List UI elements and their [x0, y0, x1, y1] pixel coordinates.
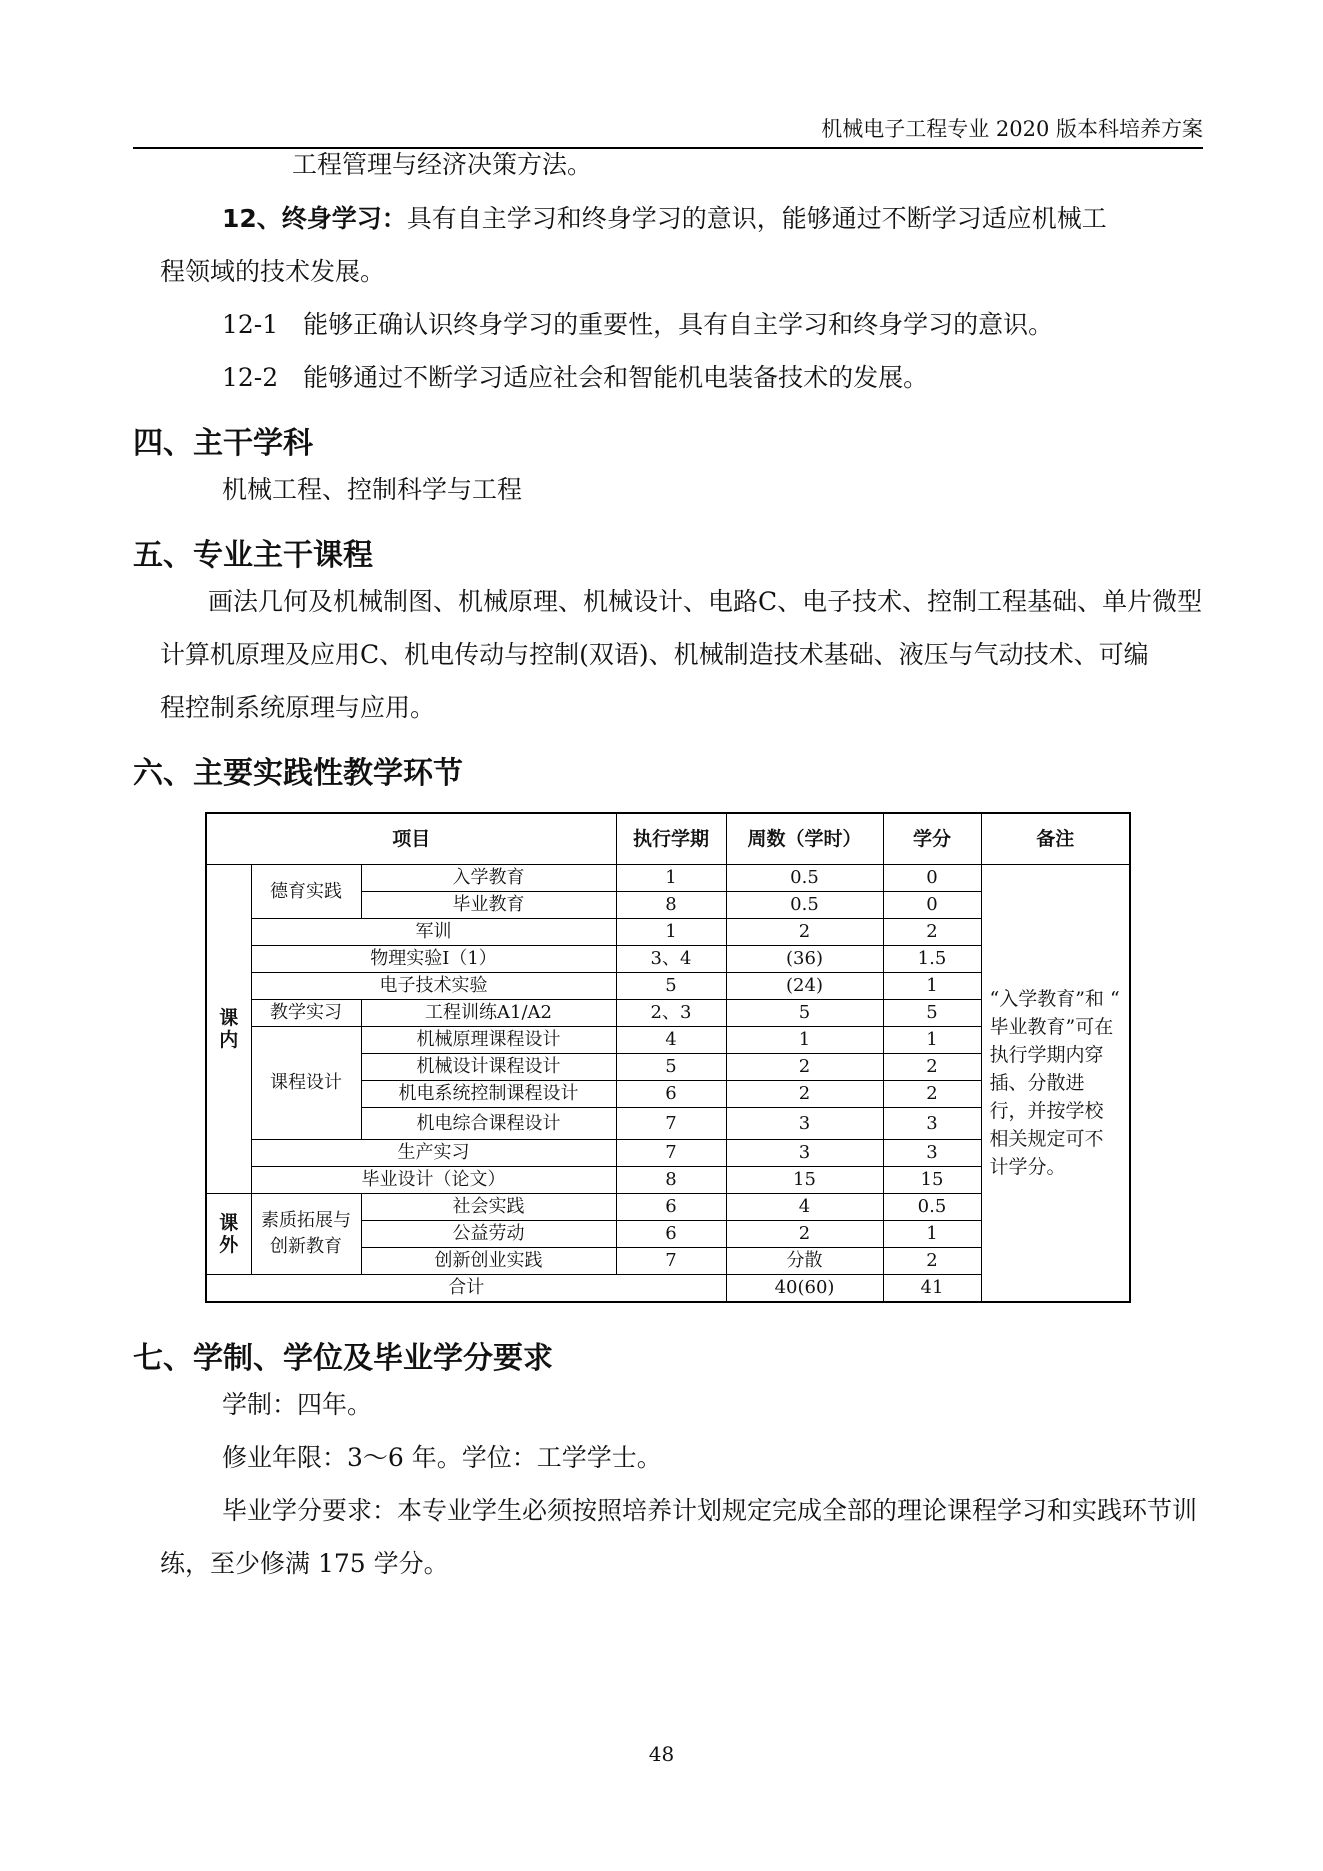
header-credit: 学分	[883, 813, 981, 865]
category-design: 课程设计	[251, 1027, 361, 1140]
row-credit: 3	[883, 1140, 981, 1167]
row-term: 1	[616, 919, 726, 946]
item-12-2: 12-2 能够通过不断学习适应社会和智能机电装备技术的发展。	[222, 363, 929, 392]
row-name: 社会实践	[361, 1194, 616, 1221]
group-out-label: 课外	[206, 1194, 251, 1275]
row-name: 生产实习	[251, 1140, 616, 1167]
section-5-line2: 计算机原理及应用C、机电传动与控制(双语)、机械制造技术基础、液压与气动技术、可编	[160, 640, 1149, 669]
row-term: 7	[616, 1140, 726, 1167]
row-weeks: 4	[726, 1194, 883, 1221]
row-credit: 1.5	[883, 946, 981, 973]
section-4-title: 四、主干学科	[133, 426, 313, 461]
row-weeks: 0.5	[726, 865, 883, 892]
header-note: 备注	[981, 813, 1130, 865]
section-5-line3: 程控制系统原理与应用。	[160, 693, 436, 722]
row-name: 入学教育	[361, 865, 616, 892]
row-credit: 5	[883, 1000, 981, 1027]
row-name: 创新创业实践	[361, 1248, 616, 1275]
page-number: 48	[648, 1742, 675, 1766]
item-12-1: 12-1 能够正确认识终身学习的重要性，具有自主学习和终身学习的意识。	[222, 310, 1054, 339]
row-credit: 1	[883, 1221, 981, 1248]
row-term: 8	[616, 892, 726, 919]
row-weeks: 5	[726, 1000, 883, 1027]
table-row	[206, 865, 1130, 892]
item-12-line1	[222, 192, 1107, 245]
row-weeks: 15	[726, 1167, 883, 1194]
section-5-title: 五、专业主干课程	[133, 538, 373, 573]
remark-cell: “入学教育”和 “ 毕业教育”可在执行学期内穿插、分散进行，并按学校相关规定可不计学分。	[981, 865, 1130, 1303]
section-7-title: 七、学制、学位及毕业学分要求	[133, 1341, 553, 1376]
row-term: 2、3	[616, 1000, 726, 1027]
row-weeks: 0.5	[726, 892, 883, 919]
row-credit: 0.5	[883, 1194, 981, 1221]
category-teach: 教学实习	[251, 1000, 361, 1027]
row-credit: 0	[883, 892, 981, 919]
row-term: 7	[616, 1248, 726, 1275]
page-header: 机械电子工程专业 2020 版本科培养方案	[133, 113, 1203, 149]
row-term: 4	[616, 1027, 726, 1054]
row-credit: 2	[883, 1054, 981, 1081]
item-12-line2: 程领域的技术发展。	[160, 257, 386, 286]
category-quality: 素质拓展与创新教育	[251, 1194, 361, 1275]
row-weeks: 1	[726, 1027, 883, 1054]
item-12-text: 具有自主学习和终身学习的意识，能够通过不断学习适应机械工	[406, 204, 1107, 233]
row-credit: 2	[883, 1081, 981, 1108]
total-credit: 41	[883, 1275, 981, 1303]
row-term: 8	[616, 1167, 726, 1194]
row-weeks: 2	[726, 1081, 883, 1108]
paragraph-continuation: 工程管理与经济决策方法。	[292, 150, 593, 179]
item-12-title: 12、终身学习：	[222, 204, 407, 233]
row-weeks: (24)	[726, 973, 883, 1000]
row-name: 军训	[251, 919, 616, 946]
row-weeks: 2	[726, 1054, 883, 1081]
row-term: 6	[616, 1081, 726, 1108]
header-weeks: 周数（学时）	[726, 813, 883, 865]
table-header-row	[206, 813, 1130, 865]
total-weeks: 40(60)	[726, 1275, 883, 1303]
row-weeks: 3	[726, 1108, 883, 1140]
section-7-line2: 修业年限：3～6 年。学位：工学学士。	[222, 1443, 662, 1472]
row-name: 公益劳动	[361, 1221, 616, 1248]
row-name: 工程训练A1/A2	[361, 1000, 616, 1027]
row-weeks: 2	[726, 1221, 883, 1248]
total-label: 合计	[206, 1275, 726, 1303]
header-term: 执行学期	[616, 813, 726, 865]
row-name: 机电综合课程设计	[361, 1108, 616, 1140]
section-7-line3: 毕业学分要求：本专业学生必须按照培养计划规定完成全部的理论课程学习和实践环节训	[222, 1496, 1198, 1525]
header-item: 项目	[206, 813, 616, 865]
section-6-title: 六、主要实践性教学环节	[133, 756, 463, 791]
row-weeks: 3	[726, 1140, 883, 1167]
row-term: 7	[616, 1108, 726, 1140]
row-term: 5	[616, 973, 726, 1000]
row-credit: 15	[883, 1167, 981, 1194]
row-name: 毕业教育	[361, 892, 616, 919]
row-credit: 0	[883, 865, 981, 892]
group-in-label: 课内	[206, 865, 251, 1194]
row-name: 机电系统控制课程设计	[361, 1081, 616, 1108]
section-7-line4: 练，至少修满 175 学分。	[160, 1549, 449, 1578]
row-credit: 1	[883, 1027, 981, 1054]
row-weeks: 分散	[726, 1248, 883, 1275]
row-weeks: (36)	[726, 946, 883, 973]
row-credit: 3	[883, 1108, 981, 1140]
row-credit: 2	[883, 1248, 981, 1275]
practice-table	[205, 812, 1131, 1303]
row-term: 1	[616, 865, 726, 892]
row-weeks: 2	[726, 919, 883, 946]
row-credit: 1	[883, 973, 981, 1000]
row-term: 6	[616, 1194, 726, 1221]
row-name: 机械原理课程设计	[361, 1027, 616, 1054]
row-credit: 2	[883, 919, 981, 946]
category-moral: 德育实践	[251, 865, 361, 919]
section-4-text: 机械工程、控制科学与工程	[222, 475, 523, 504]
section-5-line1: 画法几何及机械制图、机械原理、机械设计、电路C、电子技术、控制工程基础、单片微型	[208, 587, 1203, 616]
row-term: 3、4	[616, 946, 726, 973]
row-name: 机械设计课程设计	[361, 1054, 616, 1081]
row-term: 6	[616, 1221, 726, 1248]
section-7-line1: 学制：四年。	[222, 1390, 373, 1419]
row-name: 物理实验Ⅰ（1）	[251, 946, 616, 973]
row-name: 毕业设计（论文）	[251, 1167, 616, 1194]
row-name: 电子技术实验	[251, 973, 616, 1000]
row-term: 5	[616, 1054, 726, 1081]
